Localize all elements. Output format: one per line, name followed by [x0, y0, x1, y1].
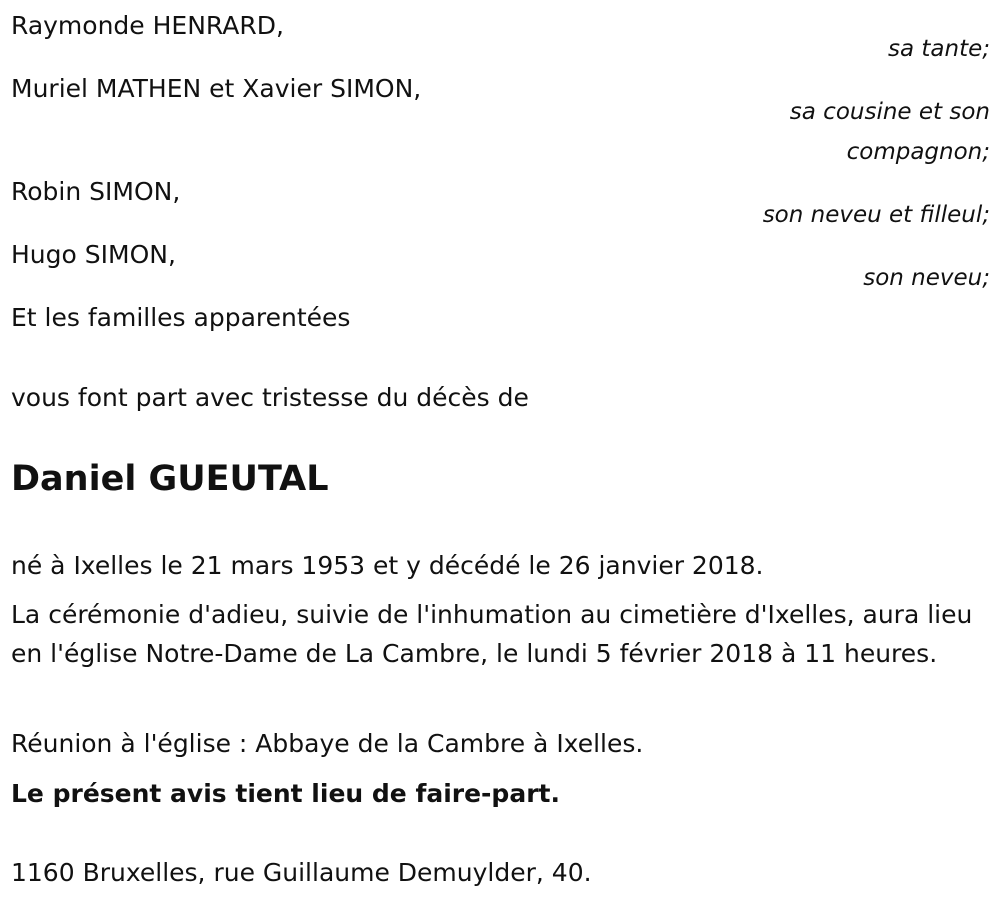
- family-member-relation: son neveu et filleul;: [762, 202, 990, 228]
- family-member-name: Hugo SIMON,: [11, 240, 176, 269]
- meeting-text: Réunion à l'église : Abbaye de la Cambre à Ixelles.: [11, 729, 644, 758]
- family-member-name: Raymonde HENRARD,: [11, 11, 284, 40]
- ceremony-text: La cérémonie d'adieu, suivie de l'inhumation au cimetière d'Ixelles, aura lieu en l'église Notre-Dame de La Cambre, le lundi 5 février 2018 à 11 heures.: [11, 600, 973, 668]
- family-member-relation: sa cousine et son: [789, 99, 990, 125]
- families-line: Et les familles apparentées: [11, 303, 351, 332]
- family-member-name: Robin SIMON,: [11, 177, 181, 206]
- family-member-name: Muriel MATHEN et Xavier SIMON,: [11, 74, 422, 103]
- deceased-name: Daniel GUEUTAL: [11, 459, 329, 499]
- family-member-relation: compagnon;: [846, 139, 990, 165]
- notice-text: Le présent avis tient lieu de faire-part.: [11, 779, 560, 808]
- address-text: 1160 Bruxelles, rue Guillaume Demuylder, 40.: [11, 858, 592, 887]
- family-member-relation: sa tante;: [888, 36, 990, 62]
- birth-death-text: né à Ixelles le 21 mars 1953 et y décédé le 26 janvier 2018.: [11, 551, 764, 580]
- announcement-text: vous font part avec tristesse du décès de: [11, 383, 529, 412]
- family-member-relation: son neveu;: [863, 265, 990, 291]
